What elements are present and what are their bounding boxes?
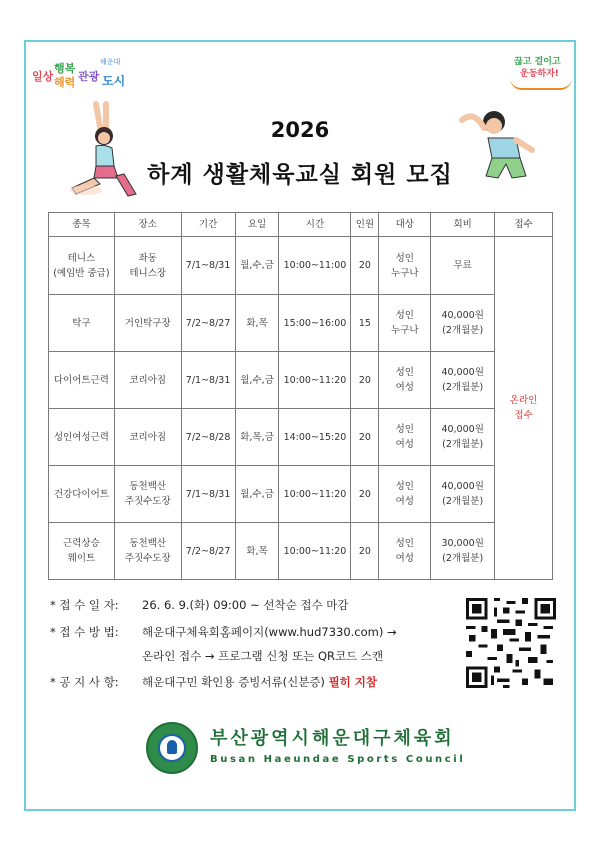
days-cell: 화,목,금 bbox=[235, 409, 279, 466]
slogan-logo-right bbox=[504, 52, 576, 92]
logo-word: 일상 bbox=[32, 70, 54, 83]
period-cell: 7/1~8/31 bbox=[181, 466, 235, 523]
column-header: 기간 bbox=[181, 213, 235, 237]
bullet-method: * 접 수 방 법: 해운대구체육회홈페이지(www.hud7330.com) → bbox=[50, 625, 397, 639]
fee-cell: 40,000원 (2개월분) bbox=[431, 409, 495, 466]
place-cell: 동천백산 주짓수도장 bbox=[114, 466, 181, 523]
emblem-figure bbox=[167, 740, 177, 754]
time-cell: 10:00~11:20 bbox=[279, 466, 351, 523]
event-cell: 탁구 bbox=[49, 295, 115, 352]
count-cell: 20 bbox=[351, 466, 379, 523]
period-cell: 7/2~8/27 bbox=[181, 523, 235, 580]
table-row bbox=[49, 237, 553, 295]
time-cell: 10:00~11:20 bbox=[279, 523, 351, 580]
logo-line: 끊고 걸이고 bbox=[514, 57, 561, 67]
target-cell: 성인 여성 bbox=[379, 523, 431, 580]
column-header: 요일 bbox=[235, 213, 279, 237]
registration-cell: 온라인 접수 bbox=[495, 237, 553, 580]
column-header: 대상 bbox=[379, 213, 431, 237]
event-cell: 테니스 (예임반 중급) bbox=[49, 237, 115, 295]
target-cell: 성인 여성 bbox=[379, 466, 431, 523]
time-cell: 15:00~16:00 bbox=[279, 295, 351, 352]
logo-word: 도시 bbox=[102, 74, 126, 88]
bullet-notice: * 공 지 사 항: 해운대구민 확인용 증빙서류(신분증) 필히 지참 bbox=[50, 675, 378, 689]
days-cell: 월,수,금 bbox=[235, 352, 279, 409]
fee-cell: 30,000원 (2개월분) bbox=[431, 523, 495, 580]
fee-cell: 40,000원 (2개월분) bbox=[431, 466, 495, 523]
logo-word: 행복 bbox=[54, 62, 76, 75]
fee-cell: 40,000원 (2개월분) bbox=[431, 295, 495, 352]
days-cell: 화,목 bbox=[235, 295, 279, 352]
count-cell: 20 bbox=[351, 352, 379, 409]
days-cell: 화,목 bbox=[235, 523, 279, 580]
period-cell: 7/1~8/31 bbox=[181, 237, 235, 295]
bullet-date: * 접 수 일 자: 26. 6. 9.(화) 09:00 ~ 선착순 접수 마감 bbox=[50, 598, 349, 612]
logo-word: 관광 bbox=[78, 70, 100, 83]
table-row bbox=[49, 523, 553, 580]
column-header: 시간 bbox=[279, 213, 351, 237]
count-cell: 20 bbox=[351, 409, 379, 466]
count-cell: 20 bbox=[351, 237, 379, 295]
event-cell: 성인여성근력 bbox=[49, 409, 115, 466]
column-header: 접수 bbox=[495, 213, 553, 237]
days-cell: 월,수,금 bbox=[235, 237, 279, 295]
time-cell: 10:00~11:00 bbox=[279, 237, 351, 295]
qr-code[interactable] bbox=[466, 598, 556, 688]
column-header: 인원 bbox=[351, 213, 379, 237]
table-row bbox=[49, 466, 553, 523]
fee-cell: 40,000원 (2개월분) bbox=[431, 352, 495, 409]
logo-word: 해운대 bbox=[100, 58, 121, 66]
logo-underline bbox=[510, 78, 572, 90]
event-cell: 근력상승 웨이트 bbox=[49, 523, 115, 580]
table-header-row bbox=[49, 213, 553, 237]
time-cell: 10:00~11:20 bbox=[279, 352, 351, 409]
table-row bbox=[49, 295, 553, 352]
days-cell: 월,수,금 bbox=[235, 466, 279, 523]
sports-council-emblem bbox=[146, 722, 198, 774]
logo-word: 해력 bbox=[54, 76, 76, 89]
column-header: 장소 bbox=[114, 213, 181, 237]
table-row bbox=[49, 409, 553, 466]
slogan-logo-left bbox=[30, 54, 130, 96]
target-cell: 성인 누구나 bbox=[379, 237, 431, 295]
place-cell: 동천백산 주짓수도장 bbox=[114, 523, 181, 580]
place-cell: 코리아짐 bbox=[114, 409, 181, 466]
time-cell: 14:00~15:20 bbox=[279, 409, 351, 466]
event-cell: 다이어트근력 bbox=[49, 352, 115, 409]
table-row bbox=[49, 352, 553, 409]
count-cell: 20 bbox=[351, 523, 379, 580]
title-year: 2026 bbox=[270, 118, 330, 142]
target-cell: 성인 누구나 bbox=[379, 295, 431, 352]
logo-line: 운동하자! bbox=[520, 69, 559, 79]
column-header: 회비 bbox=[431, 213, 495, 237]
target-cell: 성인 여성 bbox=[379, 352, 431, 409]
fee-cell: 무료 bbox=[431, 237, 495, 295]
org-name-english: Busan Haeundae Sports Council bbox=[210, 754, 466, 765]
column-header: 종목 bbox=[49, 213, 115, 237]
place-cell: 코리아짐 bbox=[114, 352, 181, 409]
event-cell: 건강다이어트 bbox=[49, 466, 115, 523]
period-cell: 7/1~8/31 bbox=[181, 352, 235, 409]
count-cell: 15 bbox=[351, 295, 379, 352]
target-cell: 성인 여성 bbox=[379, 409, 431, 466]
place-cell: 거인탁구장 bbox=[114, 295, 181, 352]
period-cell: 7/2~8/27 bbox=[181, 295, 235, 352]
period-cell: 7/2~8/28 bbox=[181, 409, 235, 466]
bullet-method-cont: 온라인 접수 → 프로그램 신청 또는 QR코드 스캔 bbox=[142, 649, 384, 663]
page-title: 하계 생활체육교실 회원 모집 bbox=[147, 162, 453, 188]
org-name-korean: 부산광역시해운대구체육회 bbox=[210, 728, 455, 749]
place-cell: 좌동 테니스장 bbox=[114, 237, 181, 295]
schedule-table bbox=[48, 212, 553, 580]
